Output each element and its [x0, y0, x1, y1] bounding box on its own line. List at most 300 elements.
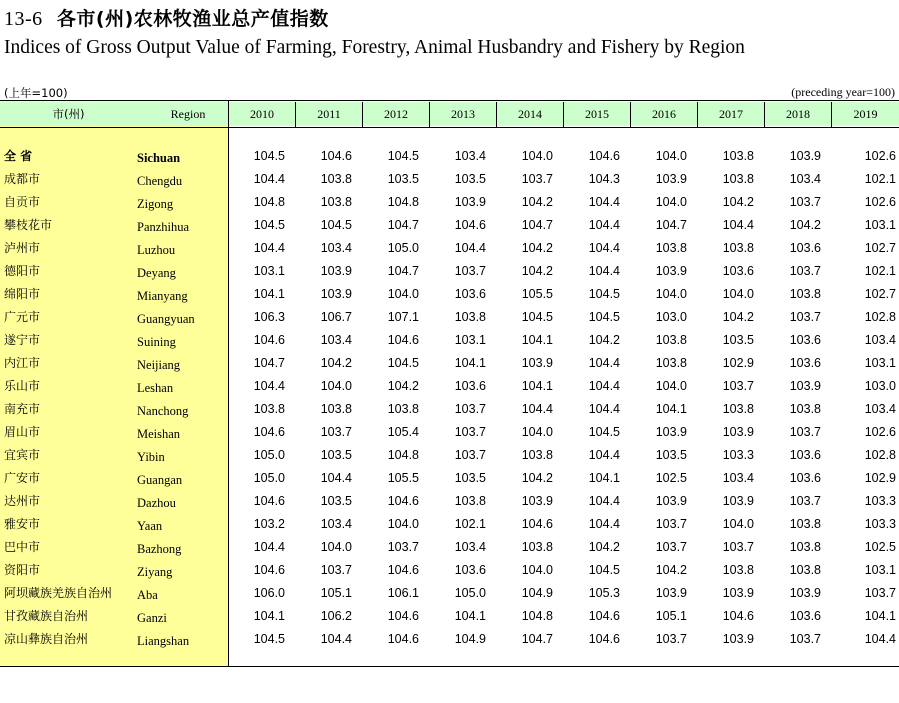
table-row: [0, 260, 899, 283]
value-cell-2010: 105.0: [253, 448, 285, 462]
header-year-2013: 2013: [430, 102, 497, 127]
value-cell-2016: 104.1: [655, 402, 687, 416]
value-cell-2015: 104.4: [588, 517, 620, 531]
value-cell-2015: 104.6: [588, 149, 620, 163]
value-cell-2013: 105.0: [454, 586, 486, 600]
region-name-en: Mianyang: [137, 289, 188, 303]
value-cell-2013: 104.6: [454, 218, 486, 232]
value-cell-2010: 103.1: [253, 264, 285, 278]
header-year-2015: 2015: [564, 102, 631, 127]
region-name-cn: 眉山市: [4, 425, 41, 439]
value-cell-2017: 103.5: [722, 333, 754, 347]
value-cell-2014: 104.6: [521, 517, 553, 531]
table-title-cn-text: 各市(州)农林牧渔业总产值指数: [56, 8, 329, 30]
value-cell-2010: 104.8: [253, 195, 285, 209]
value-cell-2011: 104.0: [320, 379, 352, 393]
value-cell-2018: 103.8: [789, 540, 821, 554]
table-row: [0, 375, 899, 398]
region-name-en: Guangan: [137, 473, 183, 487]
region-name-cn: 广安市: [4, 471, 41, 485]
value-cell-2013: 104.9: [454, 632, 486, 646]
value-cell-2019: 102.1: [864, 172, 896, 186]
value-cell-2018: 103.8: [789, 563, 821, 577]
value-cell-2015: 104.4: [588, 356, 620, 370]
value-cell-2014: 104.1: [521, 333, 553, 347]
value-cell-2011: 103.9: [320, 264, 352, 278]
value-cell-2011: 106.7: [320, 310, 352, 324]
value-cell-2010: 106.3: [253, 310, 285, 324]
value-cell-2013: 102.1: [454, 517, 486, 531]
value-cell-2019: 102.6: [864, 195, 896, 209]
value-cell-2018: 103.7: [789, 494, 821, 508]
value-cell-2015: 104.4: [588, 448, 620, 462]
value-cell-2014: 103.8: [521, 448, 553, 462]
value-cell-2011: 103.8: [320, 195, 352, 209]
region-name-cn: 达州市: [4, 494, 41, 508]
value-cell-2013: 103.6: [454, 563, 486, 577]
region-name-en: Ziyang: [137, 565, 173, 579]
value-cell-2011: 104.0: [320, 540, 352, 554]
region-name-cn: 攀枝花市: [4, 218, 53, 232]
value-cell-2012: 104.6: [387, 632, 419, 646]
table-bottom-border: [0, 666, 899, 667]
region-name-cn: 资阳市: [4, 563, 41, 577]
value-cell-2015: 104.4: [588, 379, 620, 393]
value-cell-2019: 102.7: [864, 287, 896, 301]
value-cell-2018: 103.7: [789, 632, 821, 646]
value-cell-2011: 103.4: [320, 241, 352, 255]
header-year-2011: 2011: [296, 102, 363, 127]
value-cell-2016: 103.0: [655, 310, 687, 324]
value-cell-2015: 104.4: [588, 494, 620, 508]
value-cell-2012: 104.5: [387, 356, 419, 370]
value-cell-2010: 103.8: [253, 402, 285, 416]
value-cell-2017: 104.4: [722, 218, 754, 232]
value-cell-2019: 103.1: [864, 356, 896, 370]
value-cell-2010: 104.6: [253, 494, 285, 508]
header-year-2016: 2016: [631, 102, 698, 127]
value-cell-2017: 103.7: [722, 379, 754, 393]
value-cell-2019: 102.6: [864, 425, 896, 439]
value-cell-2017: 103.9: [722, 586, 754, 600]
value-cell-2013: 103.8: [454, 494, 486, 508]
value-cell-2011: 103.5: [320, 448, 352, 462]
value-cell-2019: 103.7: [864, 586, 896, 600]
value-cell-2010: 104.1: [253, 287, 285, 301]
value-cell-2015: 104.2: [588, 540, 620, 554]
region-name-en: Bazhong: [137, 542, 182, 556]
value-cell-2011: 103.5: [320, 494, 352, 508]
value-cell-2019: 102.9: [864, 471, 896, 485]
value-cell-2015: 104.5: [588, 287, 620, 301]
value-cell-2019: 104.4: [864, 632, 896, 646]
table-row: [0, 214, 899, 237]
value-cell-2012: 104.8: [387, 448, 419, 462]
region-name-en: Leshan: [137, 381, 174, 395]
value-cell-2010: 104.4: [253, 172, 285, 186]
value-cell-2019: 102.8: [864, 310, 896, 324]
value-cell-2010: 104.4: [253, 540, 285, 554]
value-cell-2015: 104.4: [588, 264, 620, 278]
table-title-en: Indices of Gross Output Value of Farming, Forestry, Animal Husbandry and Fishery by Region: [4, 37, 745, 58]
value-cell-2014: 104.9: [521, 586, 553, 600]
value-cell-2016: 102.5: [655, 471, 687, 485]
value-cell-2019: 103.3: [864, 494, 896, 508]
region-name-cn: 广元市: [4, 310, 41, 324]
table-row: [0, 605, 899, 628]
value-cell-2017: 103.6: [722, 264, 754, 278]
value-cell-2014: 103.7: [521, 172, 553, 186]
value-cell-2017: 103.9: [722, 494, 754, 508]
value-cell-2015: 104.3: [588, 172, 620, 186]
value-cell-2014: 104.8: [521, 609, 553, 623]
header-region-en: Region: [170, 107, 206, 121]
value-cell-2010: 106.0: [253, 586, 285, 600]
value-cell-2012: 105.0: [387, 241, 419, 255]
value-cell-2012: 104.5: [387, 149, 419, 163]
region-name-en: Yaan: [137, 519, 163, 533]
value-cell-2012: 104.8: [387, 195, 419, 209]
region-name-en: Dazhou: [137, 496, 176, 510]
value-cell-2013: 104.4: [454, 241, 486, 255]
region-name-en: Meishan: [137, 427, 181, 441]
value-cell-2016: 104.0: [655, 195, 687, 209]
value-cell-2013: 103.1: [454, 333, 486, 347]
value-cell-2012: 105.4: [387, 425, 419, 439]
value-cell-2018: 103.8: [789, 517, 821, 531]
value-cell-2012: 103.8: [387, 402, 419, 416]
value-cell-2012: 104.0: [387, 287, 419, 301]
value-cell-2011: 103.8: [320, 402, 352, 416]
value-cell-2014: 104.5: [521, 310, 553, 324]
region-name-cn: 阿坝藏族羌族自治州: [4, 586, 113, 600]
value-cell-2016: 104.7: [655, 218, 687, 232]
value-cell-2013: 103.6: [454, 287, 486, 301]
header-year-2010: 2010: [229, 102, 296, 127]
value-cell-2014: 104.2: [521, 264, 553, 278]
unit-note-cn: (上年=100): [4, 86, 68, 100]
region-name-cn: 雅安市: [4, 517, 41, 531]
region-name-en: Guangyuan: [137, 312, 195, 326]
region-name-cn: 宜宾市: [4, 448, 41, 462]
table-row: [0, 306, 899, 329]
value-cell-2014: 105.5: [521, 287, 553, 301]
value-cell-2018: 103.7: [789, 264, 821, 278]
header-year-2014: 2014: [497, 102, 564, 127]
value-cell-2014: 104.7: [521, 218, 553, 232]
value-cell-2014: 104.2: [521, 241, 553, 255]
value-cell-2016: 103.5: [655, 448, 687, 462]
value-cell-2016: 103.7: [655, 540, 687, 554]
header-region-cn: 市(州): [52, 107, 85, 121]
value-cell-2010: 105.0: [253, 471, 285, 485]
value-cell-2018: 103.9: [789, 149, 821, 163]
value-cell-2012: 105.5: [387, 471, 419, 485]
region-name-en: Chengdu: [137, 174, 183, 188]
value-cell-2012: 103.5: [387, 172, 419, 186]
table-row: [0, 444, 899, 467]
value-cell-2015: 104.2: [588, 333, 620, 347]
value-cell-2014: 104.1: [521, 379, 553, 393]
value-cell-2015: 104.5: [588, 563, 620, 577]
value-cell-2011: 106.2: [320, 609, 352, 623]
region-name-cn: 遂宁市: [4, 333, 41, 347]
value-cell-2017: 104.6: [722, 609, 754, 623]
value-cell-2015: 104.5: [588, 310, 620, 324]
table-row: [0, 559, 899, 582]
value-cell-2012: 104.0: [387, 517, 419, 531]
value-cell-2015: 104.6: [588, 609, 620, 623]
value-cell-2013: 103.4: [454, 149, 486, 163]
value-cell-2011: 105.1: [320, 586, 352, 600]
value-cell-2018: 103.6: [789, 448, 821, 462]
value-cell-2018: 103.9: [789, 379, 821, 393]
table-row: [0, 490, 899, 513]
value-cell-2015: 105.3: [588, 586, 620, 600]
value-cell-2014: 104.7: [521, 632, 553, 646]
region-name-en: Suining: [137, 335, 176, 349]
value-cell-2011: 103.4: [320, 517, 352, 531]
value-cell-2014: 104.0: [521, 563, 553, 577]
value-cell-2012: 104.6: [387, 563, 419, 577]
value-cell-2017: 102.9: [722, 356, 754, 370]
value-cell-2018: 103.6: [789, 609, 821, 623]
region-name-en: Yibin: [137, 450, 165, 464]
value-cell-2010: 104.1: [253, 609, 285, 623]
value-cell-2012: 104.7: [387, 218, 419, 232]
table-top-border: [0, 100, 899, 101]
value-cell-2017: 103.9: [722, 632, 754, 646]
value-cell-2010: 103.2: [253, 517, 285, 531]
value-cell-2013: 103.6: [454, 379, 486, 393]
value-cell-2013: 103.7: [454, 402, 486, 416]
value-cell-2017: 103.8: [722, 402, 754, 416]
value-cell-2019: 102.7: [864, 241, 896, 255]
value-cell-2012: 104.6: [387, 494, 419, 508]
region-name-en: Zigong: [137, 197, 174, 211]
table-row: [0, 329, 899, 352]
value-cell-2018: 103.6: [789, 241, 821, 255]
header-year-2019: 2019: [853, 107, 878, 121]
value-cell-2019: 103.1: [864, 218, 896, 232]
value-cell-2015: 104.4: [588, 402, 620, 416]
table-number: 13-6: [4, 8, 43, 30]
value-cell-2014: 104.0: [521, 425, 553, 439]
value-cell-2014: 103.9: [521, 494, 553, 508]
value-cell-2014: 103.8: [521, 540, 553, 554]
value-cell-2018: 103.8: [789, 287, 821, 301]
value-cell-2019: 102.1: [864, 264, 896, 278]
header-bottom-border: [0, 127, 899, 128]
value-cell-2018: 103.4: [789, 172, 821, 186]
value-cell-2018: 103.6: [789, 471, 821, 485]
value-cell-2017: 103.8: [722, 149, 754, 163]
table-row: [0, 582, 899, 605]
value-cell-2010: 104.4: [253, 379, 285, 393]
table-row: [0, 283, 899, 306]
header-year-2012: 2012: [363, 102, 430, 127]
value-cell-2019: 103.1: [864, 563, 896, 577]
value-cell-2016: 103.7: [655, 632, 687, 646]
value-cell-2019: 102.8: [864, 448, 896, 462]
value-cell-2012: 104.7: [387, 264, 419, 278]
region-name-cn: 内江市: [4, 356, 41, 370]
value-cell-2014: 104.2: [521, 471, 553, 485]
region-name-cn: 成都市: [4, 172, 41, 186]
value-cell-2010: 104.7: [253, 356, 285, 370]
region-name-cn: 乐山市: [4, 379, 41, 393]
region-name-en: Deyang: [137, 266, 176, 280]
value-cell-2018: 103.6: [789, 333, 821, 347]
value-cell-2016: 103.9: [655, 586, 687, 600]
value-cell-2016: 103.9: [655, 494, 687, 508]
value-cell-2013: 103.7: [454, 448, 486, 462]
table-row: [0, 352, 899, 375]
table-row: [0, 513, 899, 536]
value-cell-2017: 103.8: [722, 563, 754, 577]
unit-note-en: (preceding year=100): [791, 85, 895, 99]
header-year-2017: 2017: [698, 102, 765, 127]
value-cell-2017: 103.8: [722, 241, 754, 255]
region-name-cn: 德阳市: [4, 264, 41, 278]
value-cell-2019: 102.6: [864, 149, 896, 163]
table-title-cn: [4, 4, 329, 31]
region-name-en: Liangshan: [137, 634, 190, 648]
value-cell-2019: 104.1: [864, 609, 896, 623]
value-cell-2012: 106.1: [387, 586, 419, 600]
value-cell-2010: 104.4: [253, 241, 285, 255]
table-row: [0, 398, 899, 421]
value-cell-2017: 103.4: [722, 471, 754, 485]
value-cell-2012: 104.2: [387, 379, 419, 393]
value-cell-2017: 104.2: [722, 310, 754, 324]
region-name-cn: 巴中市: [4, 540, 41, 554]
region-name-cn: 泸州市: [4, 241, 41, 255]
value-cell-2016: 103.9: [655, 425, 687, 439]
value-cell-2013: 103.5: [454, 172, 486, 186]
table-row: [0, 467, 899, 490]
value-cell-2012: 103.7: [387, 540, 419, 554]
value-cell-2014: 104.0: [521, 149, 553, 163]
value-cell-2018: 103.6: [789, 356, 821, 370]
region-name-cn: 甘孜藏族自治州: [4, 609, 89, 623]
value-cell-2019: 103.0: [864, 379, 896, 393]
value-cell-2017: 103.9: [722, 425, 754, 439]
value-cell-2016: 103.8: [655, 356, 687, 370]
value-cell-2017: 103.3: [722, 448, 754, 462]
value-cell-2016: 103.9: [655, 264, 687, 278]
value-cell-2013: 104.1: [454, 609, 486, 623]
header-divider: [228, 102, 229, 127]
value-cell-2019: 103.4: [864, 333, 896, 347]
value-cell-2010: 104.5: [253, 149, 285, 163]
table-row: [0, 191, 899, 214]
value-cell-2016: 103.9: [655, 172, 687, 186]
value-cell-2013: 103.7: [454, 425, 486, 439]
value-cell-2013: 103.4: [454, 540, 486, 554]
value-cell-2018: 103.7: [789, 310, 821, 324]
region-name-en: Panzhihua: [137, 220, 190, 234]
value-cell-2010: 104.6: [253, 425, 285, 439]
table-row: [0, 237, 899, 260]
table-row: [0, 628, 899, 651]
region-name-en: Sichuan: [137, 151, 181, 165]
value-cell-2011: 103.7: [320, 563, 352, 577]
value-cell-2010: 104.6: [253, 333, 285, 347]
value-cell-2011: 103.7: [320, 425, 352, 439]
value-cell-2013: 103.8: [454, 310, 486, 324]
table-row: [0, 168, 899, 191]
table-row: [0, 421, 899, 444]
region-name-cn: 全 省: [4, 149, 33, 163]
value-cell-2018: 104.2: [789, 218, 821, 232]
value-cell-2011: 103.8: [320, 172, 352, 186]
value-cell-2018: 103.7: [789, 425, 821, 439]
value-cell-2016: 104.0: [655, 287, 687, 301]
value-cell-2017: 103.8: [722, 172, 754, 186]
value-cell-2016: 104.0: [655, 149, 687, 163]
value-cell-2010: 104.5: [253, 632, 285, 646]
region-name-en: Ganzi: [137, 611, 167, 625]
value-cell-2019: 103.3: [864, 517, 896, 531]
region-name-en: Neijiang: [137, 358, 181, 372]
value-cell-2011: 103.9: [320, 287, 352, 301]
value-cell-2016: 104.0: [655, 379, 687, 393]
value-cell-2015: 104.4: [588, 218, 620, 232]
value-cell-2017: 104.0: [722, 517, 754, 531]
value-cell-2016: 103.8: [655, 333, 687, 347]
value-cell-2011: 104.5: [320, 218, 352, 232]
value-cell-2016: 103.8: [655, 241, 687, 255]
value-cell-2013: 103.7: [454, 264, 486, 278]
value-cell-2014: 103.9: [521, 356, 553, 370]
value-cell-2019: 102.5: [864, 540, 896, 554]
value-cell-2016: 104.2: [655, 563, 687, 577]
value-cell-2012: 104.6: [387, 609, 419, 623]
value-cell-2013: 103.9: [454, 195, 486, 209]
value-cell-2017: 104.2: [722, 195, 754, 209]
region-name-en: Luzhou: [137, 243, 176, 257]
value-cell-2015: 104.4: [588, 195, 620, 209]
value-cell-2010: 104.6: [253, 563, 285, 577]
region-name-cn: 南充市: [4, 402, 41, 416]
value-cell-2014: 104.4: [521, 402, 553, 416]
value-cell-2018: 103.7: [789, 195, 821, 209]
region-name-en: Aba: [137, 588, 158, 602]
value-cell-2013: 103.5: [454, 471, 486, 485]
value-cell-2015: 104.6: [588, 632, 620, 646]
value-cell-2018: 103.8: [789, 402, 821, 416]
table-row: [0, 536, 899, 559]
value-cell-2015: 104.5: [588, 425, 620, 439]
value-cell-2017: 103.7: [722, 540, 754, 554]
value-cell-2012: 107.1: [387, 310, 419, 324]
value-cell-2015: 104.4: [588, 241, 620, 255]
region-name-cn: 凉山彝族自治州: [4, 632, 89, 646]
value-cell-2012: 104.6: [387, 333, 419, 347]
value-cell-2016: 103.7: [655, 517, 687, 531]
value-cell-2015: 104.1: [588, 471, 620, 485]
value-cell-2019: 103.4: [864, 402, 896, 416]
table-row: [0, 145, 899, 168]
region-name-cn: 自贡市: [4, 195, 41, 209]
value-cell-2011: 104.6: [320, 149, 352, 163]
header-year-2018: 2018: [765, 102, 832, 127]
value-cell-2013: 104.1: [454, 356, 486, 370]
value-cell-2011: 104.2: [320, 356, 352, 370]
value-cell-2018: 103.9: [789, 586, 821, 600]
value-cell-2011: 104.4: [320, 471, 352, 485]
